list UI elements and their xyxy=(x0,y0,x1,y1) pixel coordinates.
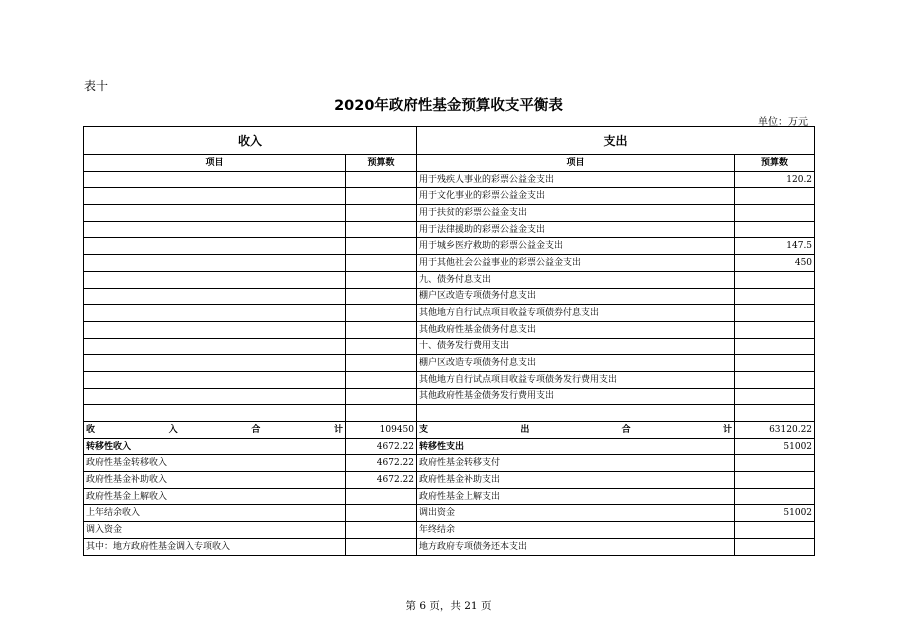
expense-amount: 120.2 xyxy=(735,171,815,188)
income-amount xyxy=(346,355,417,372)
income-item xyxy=(84,355,346,372)
income-total-char: 收 xyxy=(86,424,96,435)
expense-item: 调出资金 xyxy=(417,505,735,522)
income-amount xyxy=(346,238,417,255)
expense-amount xyxy=(735,271,815,288)
income-item xyxy=(84,188,346,205)
income-item xyxy=(84,271,346,288)
income-amount xyxy=(346,171,417,188)
income-amount xyxy=(346,488,417,505)
expense-amount xyxy=(735,488,815,505)
expense-item: 其他地方自行试点项目收益专项债务发行费用支出 xyxy=(417,371,735,388)
expense-item: 用于文化事业的彩票公益金支出 xyxy=(417,188,735,205)
income-item xyxy=(84,371,346,388)
expense-total-char: 合 xyxy=(621,424,631,435)
income-item xyxy=(84,171,346,188)
table-row xyxy=(84,388,815,405)
income-item xyxy=(84,255,346,272)
totals-row xyxy=(84,422,815,439)
income-item: 其中：地方政府性基金调入专项收入 xyxy=(84,538,346,555)
expense-amount xyxy=(735,388,815,405)
income-item xyxy=(84,338,346,355)
table-row xyxy=(84,455,815,472)
table-row xyxy=(84,321,815,338)
expense-amount xyxy=(735,305,815,322)
income-total-char: 入 xyxy=(168,424,178,435)
income-item: 转移性收入 xyxy=(84,438,346,455)
expense-item: 用于其他社会公益事业的彩票公益金支出 xyxy=(417,255,735,272)
expense-item: 用于城乡医疗救助的彩票公益金支出 xyxy=(417,238,735,255)
expense-total-label xyxy=(417,422,735,439)
section-header-row xyxy=(84,127,815,155)
table-row xyxy=(84,338,815,355)
table-row xyxy=(84,171,815,188)
expense-item: 转移性支出 xyxy=(417,438,735,455)
expense-amount xyxy=(735,321,815,338)
expense-amount xyxy=(735,405,815,422)
table-row xyxy=(84,438,815,455)
income-item xyxy=(84,388,346,405)
expense-total-char: 计 xyxy=(723,424,733,435)
expense-item: 用于扶贫的彩票公益金支出 xyxy=(417,205,735,222)
income-item xyxy=(84,321,346,338)
expense-amount xyxy=(735,355,815,372)
income-item xyxy=(84,305,346,322)
table-row xyxy=(84,221,815,238)
income-amount xyxy=(346,371,417,388)
income-section-header: 收入 xyxy=(84,127,417,155)
expense-item: 政府性基金转移支付 xyxy=(417,455,735,472)
income-amount xyxy=(346,271,417,288)
unit-label: 单位：万元 xyxy=(758,117,808,128)
expense-amount xyxy=(735,371,815,388)
expense-section-header: 支出 xyxy=(417,127,815,155)
table-row xyxy=(84,371,815,388)
income-item xyxy=(84,405,346,422)
expense-item xyxy=(417,405,735,422)
table-row xyxy=(84,205,815,222)
table-row xyxy=(84,288,815,305)
income-amount: 4672.22 xyxy=(346,455,417,472)
income-item: 调入资金 xyxy=(84,522,346,539)
expense-total-char: 出 xyxy=(520,424,530,435)
income-item-header: 项目 xyxy=(84,155,346,172)
expense-item: 用于残疾人事业的彩票公益金支出 xyxy=(417,171,735,188)
income-amount xyxy=(346,505,417,522)
table-row xyxy=(84,188,815,205)
expense-item: 政府性基金上解支出 xyxy=(417,488,735,505)
table-row xyxy=(84,238,815,255)
income-amount: 4672.22 xyxy=(346,438,417,455)
expense-amount xyxy=(735,472,815,489)
budget-balance-table xyxy=(83,126,815,556)
income-amount xyxy=(346,538,417,555)
expense-item: 年终结余 xyxy=(417,522,735,539)
expense-total-char: 支 xyxy=(419,424,429,435)
expense-amount xyxy=(735,288,815,305)
expense-item: 棚户区改造专项债务付息支出 xyxy=(417,355,735,372)
income-amount xyxy=(346,205,417,222)
income-amount xyxy=(346,255,417,272)
income-item xyxy=(84,238,346,255)
expense-amount xyxy=(735,188,815,205)
table-row xyxy=(84,355,815,372)
expense-amount xyxy=(735,522,815,539)
income-item: 政府性基金转移收入 xyxy=(84,455,346,472)
income-amount xyxy=(346,188,417,205)
income-total-value: 109450 xyxy=(346,422,417,439)
expense-item: 棚户区改造专项债务付息支出 xyxy=(417,288,735,305)
expense-item: 其他地方自行试点项目收益专项债券付息支出 xyxy=(417,305,735,322)
income-amount xyxy=(346,288,417,305)
expense-amount-header: 预算数 xyxy=(735,155,815,172)
page-footer: 第 6 页，共 21 页 xyxy=(405,600,492,612)
expense-item: 地方政府专项债务还本支出 xyxy=(417,538,735,555)
expense-item: 其他政府性基金债务发行费用支出 xyxy=(417,388,735,405)
table-row xyxy=(84,405,815,422)
table-number-label: 表十 xyxy=(84,79,109,93)
income-item xyxy=(84,288,346,305)
table-row xyxy=(84,255,815,272)
income-item: 政府性基金补助收入 xyxy=(84,472,346,489)
expense-item: 用于法律援助的彩票公益金支出 xyxy=(417,221,735,238)
expense-amount xyxy=(735,338,815,355)
income-total-char: 合 xyxy=(251,424,261,435)
table-row xyxy=(84,271,815,288)
table-row xyxy=(84,305,815,322)
income-amount xyxy=(346,321,417,338)
expense-amount: 147.5 xyxy=(735,238,815,255)
expense-total-value: 63120.22 xyxy=(735,422,815,439)
income-amount: 4672.22 xyxy=(346,472,417,489)
expense-amount xyxy=(735,205,815,222)
table-row xyxy=(84,538,815,555)
expense-amount: 51002 xyxy=(735,438,815,455)
expense-item: 十、债务发行费用支出 xyxy=(417,338,735,355)
income-amount xyxy=(346,405,417,422)
expense-item-header: 项目 xyxy=(417,155,735,172)
income-amount xyxy=(346,338,417,355)
table-row xyxy=(84,488,815,505)
expense-item: 政府性基金补助支出 xyxy=(417,472,735,489)
expense-item: 九、债务付息支出 xyxy=(417,271,735,288)
income-item xyxy=(84,205,346,222)
page-title: 2020年政府性基金预算收支平衡表 xyxy=(334,98,563,114)
table-row xyxy=(84,522,815,539)
table-row xyxy=(84,505,815,522)
income-amount xyxy=(346,221,417,238)
income-item: 上年结余收入 xyxy=(84,505,346,522)
table-row xyxy=(84,472,815,489)
income-item: 政府性基金上解收入 xyxy=(84,488,346,505)
expense-amount: 450 xyxy=(735,255,815,272)
expense-item: 其他政府性基金债务付息支出 xyxy=(417,321,735,338)
income-amount xyxy=(346,388,417,405)
income-item xyxy=(84,221,346,238)
expense-amount xyxy=(735,538,815,555)
expense-amount xyxy=(735,221,815,238)
expense-amount: 51002 xyxy=(735,505,815,522)
column-header-row xyxy=(84,155,815,172)
income-amount xyxy=(346,305,417,322)
income-total-char: 计 xyxy=(333,424,343,435)
income-total-label xyxy=(84,422,346,439)
income-amount-header: 预算数 xyxy=(346,155,417,172)
income-amount xyxy=(346,522,417,539)
expense-amount xyxy=(735,455,815,472)
